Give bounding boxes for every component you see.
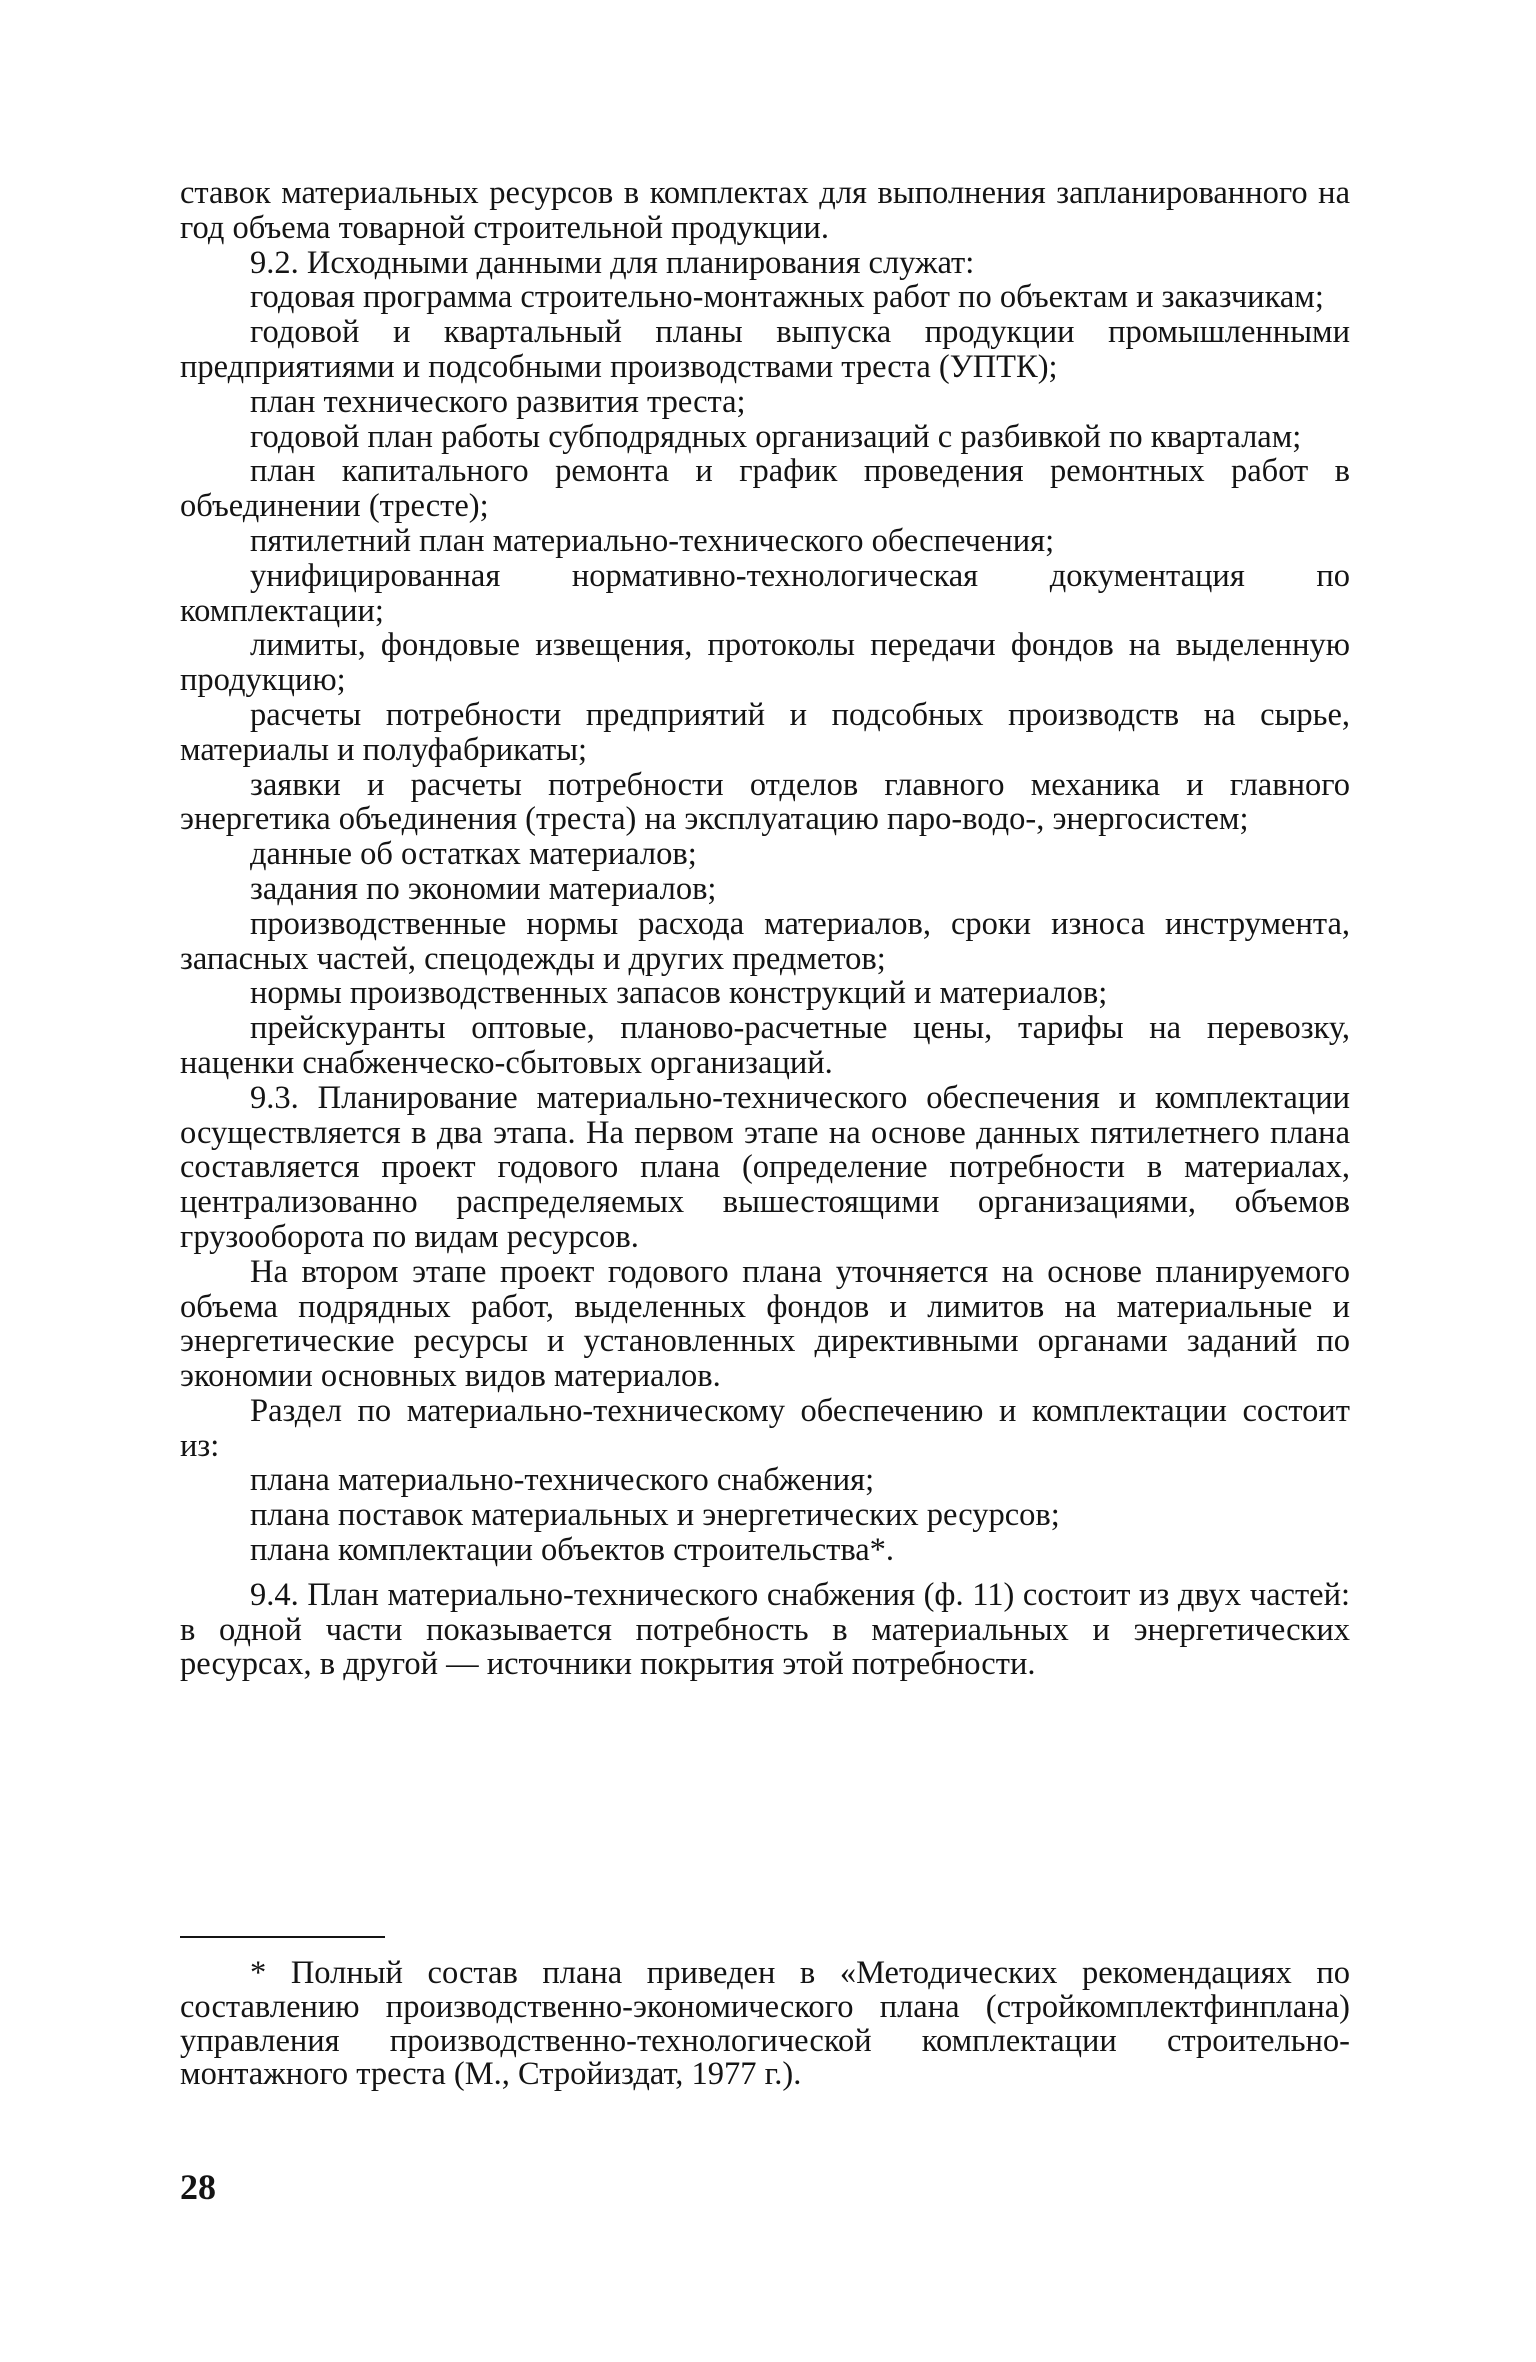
list-item: план капитального ремонта и график проведения ремонтных работ в объединении (тресте); — [180, 453, 1350, 525]
list-item: производственные нормы расхода материалов, сроки износа инструмента, запасных частей, спецодежды и других предметов; — [180, 905, 1350, 977]
list-item: унифицированная нормативно-технологическая документация по комплектации; — [180, 557, 1350, 629]
list-item: плана комплектации объектов строительства*. — [250, 1532, 895, 1569]
list-item: нормы производственных запасов конструкций и материалов; — [250, 975, 1108, 1012]
main-text — [180, 176, 1350, 1682]
paragraph: 9.4. План материально-технического снабжения (ф. 11) состоит из двух частей: в одной части показывается потребность в материальных и энергетических ресурсах, в другой — источники покрытия этой потребности. — [180, 1576, 1350, 1683]
paragraph: На втором этапе проект годового плана уточняется на основе планируемого объема подрядных работ, выделенных фондов и лимитов на материальные и энергетические ресурсы и установленных директивными органами заданий по экономии основных видов материалов. — [180, 1253, 1350, 1395]
list-item: пятилетний план материально-технического обеспечения; — [250, 522, 1055, 559]
list-item: данные об остатках материалов; — [250, 836, 697, 873]
page-number: 28 — [180, 2167, 216, 2207]
list-item: плана поставок материальных и энергетических ресурсов; — [250, 1497, 1060, 1534]
footnote: * Полный состав плана приведен в «Методических рекомендациях по составлению производственно-экономического плана (стройкомплектфинплана) управления производственно-технологической комплектации строительно-монтажного треста (М., Стройиздат, 1977 г.). — [180, 1955, 1350, 2093]
list-item: заявки и расчеты потребности отделов главного механика и главного энергетика объединения (треста) на эксплуатацию паро-водо-, энергосистем; — [180, 766, 1350, 838]
list-item: план технического развития треста; — [250, 383, 746, 420]
list-item: годовой план работы субподрядных организаций с разбивкой по кварталам; — [250, 418, 1302, 455]
list-item: лимиты, фондовые извещения, протоколы передачи фондов на выделенную продукцию; — [180, 627, 1350, 699]
paragraph: 9.3. Планирование материально-технического обеспечения и комплектации осуществляется в два этапа. На первом этапе на основе данных пятилетнего плана составляется проект годового плана (определение потребности в материалах, централизованно распределяемых вышестоящими организациями, объемов грузооборота по видам ресурсов. — [180, 1079, 1350, 1255]
footnote-divider — [180, 1936, 385, 1938]
list-item: задания по экономии материалов; — [250, 870, 717, 907]
list-item: годовая программа строительно-монтажных работ по объектам и заказчикам; — [250, 279, 1324, 316]
list-item: прейскуранты оптовые, планово-расчетные цены, тарифы на перевозку, наценки снабженческо-сбытовых организаций. — [180, 1010, 1350, 1081]
list-item: расчеты потребности предприятий и подсобных производств на сырье, материалы и полуфабрикаты; — [180, 696, 1350, 768]
paragraph: 9.2. Исходными данными для планирования служат: — [250, 244, 975, 281]
paragraph: Раздел по материально-техническому обеспечению и комплектации состоит из: — [180, 1392, 1350, 1464]
paragraph: ставок материальных ресурсов в комплектах для выполнения запланированного на год объема товарной строительной продукции. — [180, 175, 1350, 246]
list-item: плана материально-технического снабжения; — [250, 1462, 875, 1499]
list-item: годовой и квартальный планы выпуска продукции промышленными предприятиями и подсобными производствами треста (УПТК); — [180, 314, 1350, 385]
